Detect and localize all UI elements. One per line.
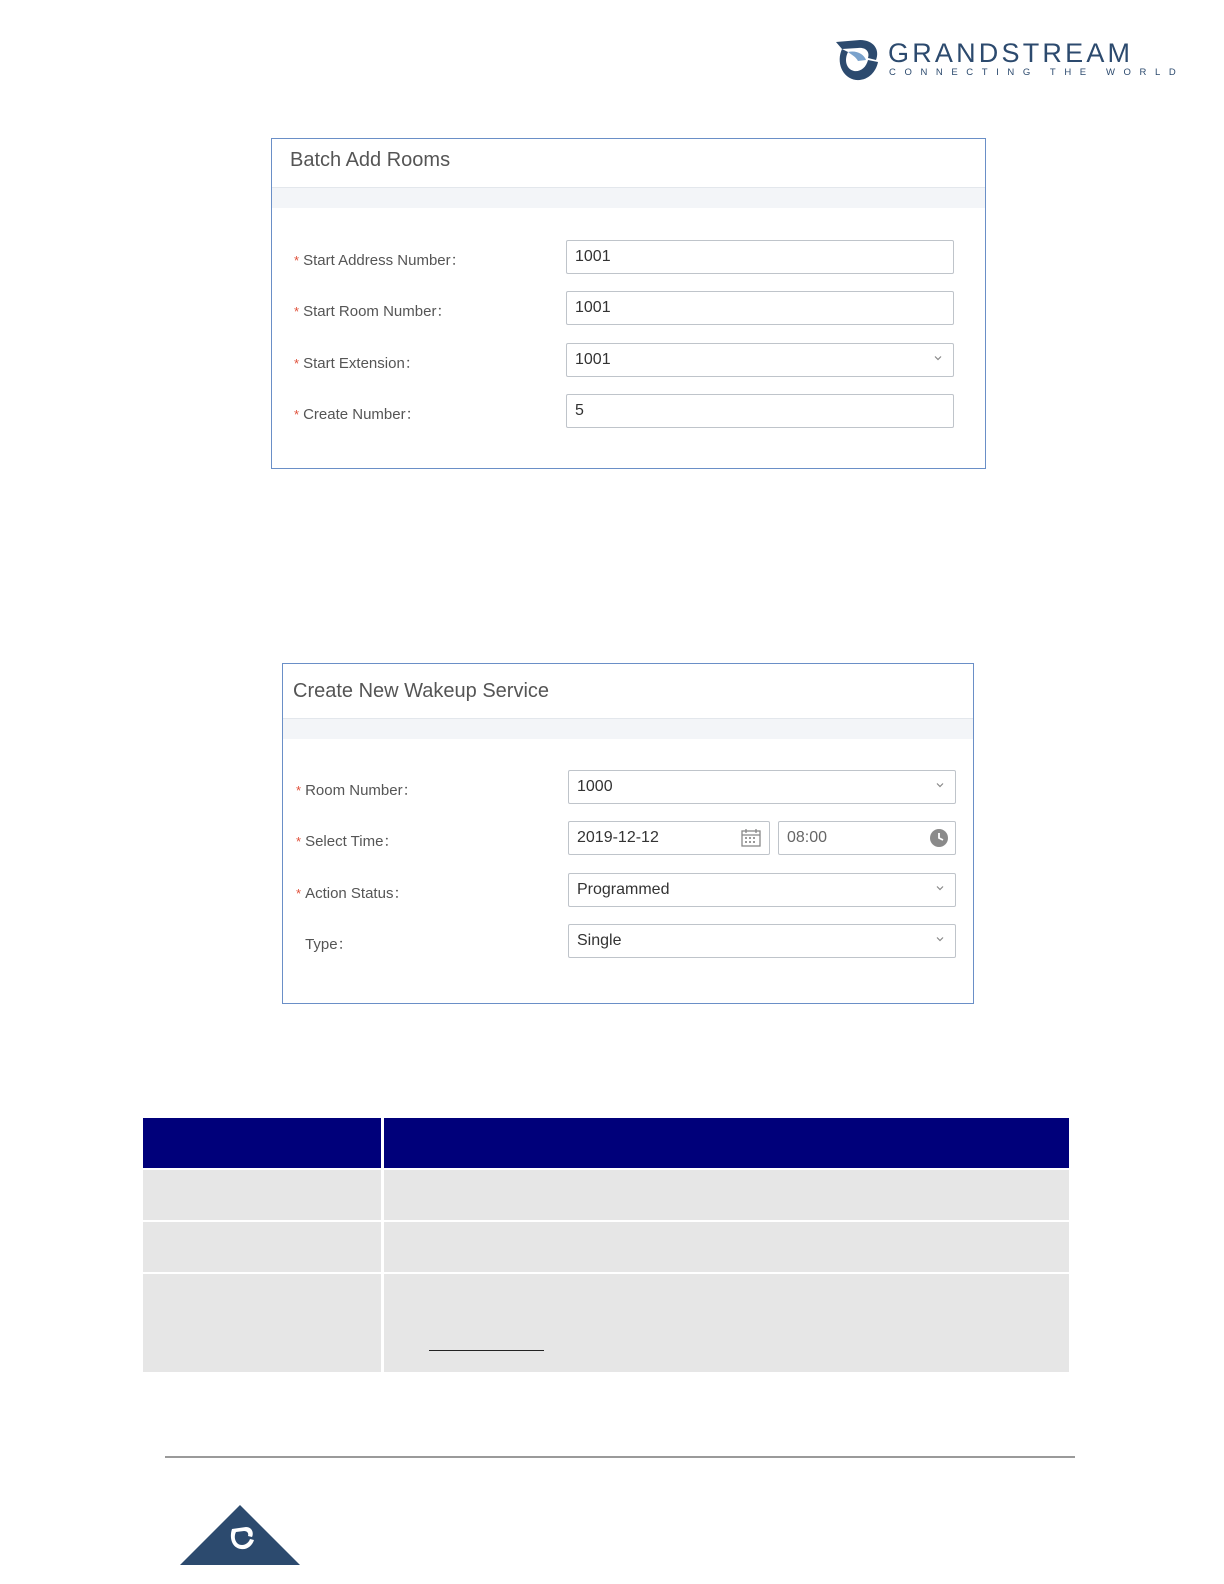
field-label: * Start Room Number： xyxy=(294,303,452,320)
required-mark: * xyxy=(296,834,302,849)
grandstream-mark-icon xyxy=(834,38,880,82)
field-label: * Create Number： xyxy=(294,406,421,423)
footer-grandstream-icon xyxy=(180,1505,300,1565)
form-row-start-extension xyxy=(272,343,985,379)
chevron-down-icon xyxy=(935,934,945,944)
wakeup-service-dialog xyxy=(282,663,974,1004)
brand-tagline: CONNECTING THE WORLD xyxy=(889,67,1185,78)
grandstream-logo xyxy=(834,38,1185,82)
field-label: * Room Number： xyxy=(296,782,418,799)
create-number-input[interactable]: 5 xyxy=(566,394,954,428)
date-picker-input[interactable]: 2019-12-12 xyxy=(568,821,770,855)
form-row-type xyxy=(283,924,973,960)
action-status-select[interactable]: Programmed xyxy=(568,873,956,907)
form-row-action-status xyxy=(283,873,973,909)
field-label: * Select Time： xyxy=(296,833,399,850)
form-row-select-time xyxy=(283,821,973,857)
room-number-select[interactable]: 1000 xyxy=(568,770,956,804)
link-underline[interactable] xyxy=(429,1350,544,1351)
table-header-cell xyxy=(384,1118,1069,1168)
chevron-down-icon xyxy=(933,353,943,363)
footer-divider xyxy=(165,1456,1075,1458)
table-cell xyxy=(384,1170,1069,1220)
chevron-down-icon xyxy=(935,780,945,790)
batch-add-rooms-dialog xyxy=(271,138,986,469)
dialog-title: Create New Wakeup Service xyxy=(293,680,550,702)
table-cell xyxy=(384,1274,1069,1372)
field-label: Type： xyxy=(305,936,353,953)
table-cell xyxy=(143,1222,381,1272)
required-mark: * xyxy=(296,783,302,798)
table-cell xyxy=(143,1274,381,1372)
form-row-create-number xyxy=(272,394,985,430)
field-label: * Start Address Number： xyxy=(294,252,466,269)
form-row-start-address-number xyxy=(272,240,985,276)
required-mark: * xyxy=(296,886,302,901)
field-label: * Action Status： xyxy=(296,885,409,902)
table-cell xyxy=(143,1170,381,1220)
required-mark: * xyxy=(294,356,300,371)
table-header-cell xyxy=(143,1118,381,1168)
dialog-header-band xyxy=(272,187,985,208)
dialog-header-band xyxy=(283,718,973,739)
clock-icon[interactable] xyxy=(929,828,949,848)
start-room-number-input[interactable]: 1001 xyxy=(566,291,954,325)
type-select[interactable]: Single xyxy=(568,924,956,958)
required-mark: * xyxy=(294,407,300,422)
table-cell xyxy=(384,1222,1069,1272)
start-address-number-input[interactable]: 1001 xyxy=(566,240,954,274)
field-label: * Start Extension： xyxy=(294,355,420,372)
time-picker-input[interactable]: 08:00 xyxy=(778,821,956,855)
calendar-icon[interactable] xyxy=(741,829,761,847)
brand-name: GRANDSTREAM xyxy=(888,38,1134,68)
required-mark: * xyxy=(294,304,300,319)
dialog-title: Batch Add Rooms xyxy=(290,149,451,171)
chevron-down-icon xyxy=(935,883,945,893)
required-mark: * xyxy=(294,253,300,268)
form-row-room-number xyxy=(283,770,973,806)
start-extension-select[interactable]: 1001 xyxy=(566,343,954,377)
form-row-start-room-number xyxy=(272,291,985,327)
